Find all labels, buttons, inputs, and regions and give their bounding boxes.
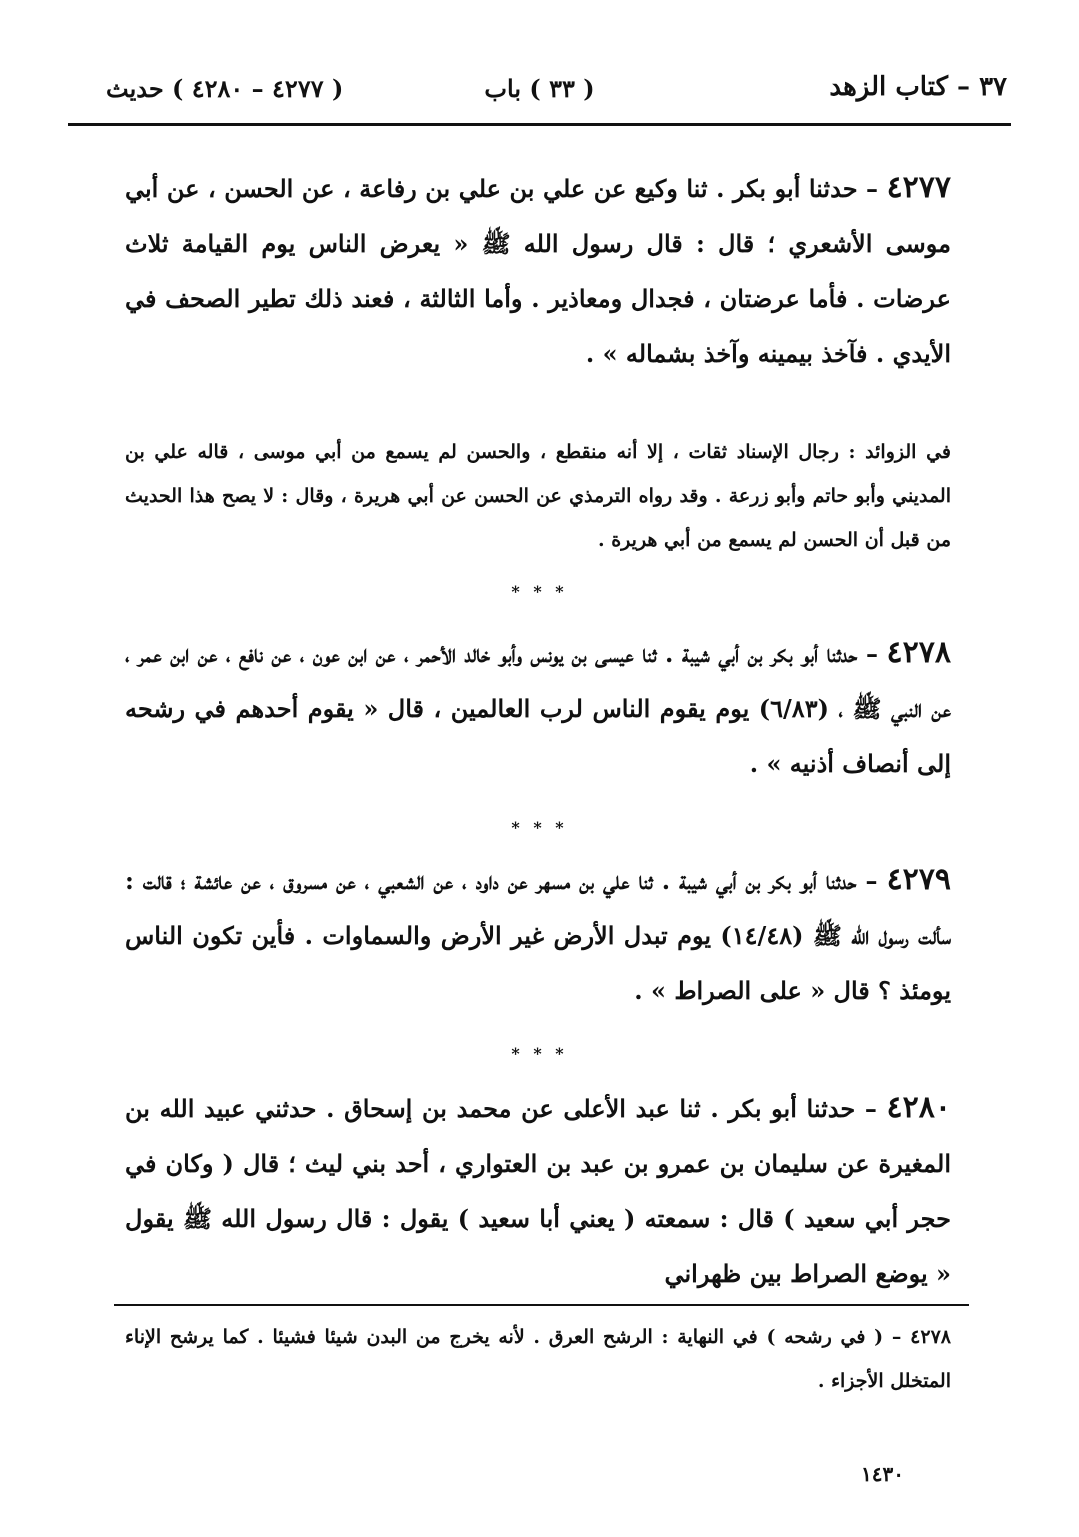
page-number: ١٤٣٠	[861, 1462, 904, 1486]
section-separator: * * *	[511, 1044, 568, 1063]
hadith-number: ٤٢٧٨	[886, 635, 951, 670]
zawaid-note: في الزوائد : رجال الإسناد ثقات ، إلا أنه منقطع ، والحسن لم يسمع من أبي موسى ، قاله علي بن المديني وأبو حاتم وأبو زرعة . وقد رواه الترمذي عن الحسن عن أبي هريرة ، وقال : لا يصح هذا الحديث من قبل أن الحسن لم يسمع من أبي هريرة .	[125, 441, 951, 551]
page-header	[70, 72, 1009, 120]
hadith-text: – حدثنا أبو بكر . ثنا وكيع عن علي بن علي بن رفاعة ، عن الحسن ، عن أبي موسى الأشعري ؛ قال : قال رسول الله ﷺ « يعرض الناس يوم القيامة ثلاث عرضات . فأما عرضتان ، فجدال ومعاذير . وأما الثالثة ، فعند ذلك تطير الصحف في الأيدي . فآخذ بيمينه وآخذ بشماله » .	[125, 174, 951, 368]
section-separator: * * *	[511, 818, 568, 837]
hadith-text: – حدثنا أبو بكر بن أبي شيبة . ثنا عيسى بن يونس وأبو خالد الأحمر ، عن ابن عون ، عن نافع ، عن ابن عمر ، عن النبي ﷺ ، (٦/٨٣) يوم يقوم الناس لرب العالمين ، قال « يقوم أحدهم في رشحه إلى أنصاف أذنيه » .	[125, 639, 951, 778]
header-divider	[68, 123, 1011, 126]
hadith-text: – حدثنا أبو بكر . ثنا عبد الأعلى عن محمد بن إسحاق . حدثني عبيد الله بن المغيرة عن سليمان بن عمرو بن عبد بن العتواري ، أحد بني ليث ؛ قال ( وكان في حجر أبي سعيد ) قال : سمعته ( يعني أبا سعيد ) يقول : قال رسول الله ﷺ يقول « يوضع الصراط بين ظهراني	[125, 1094, 951, 1288]
hadith-4279	[125, 852, 951, 1018]
hadith-number: ٤٢٧٩	[886, 862, 952, 897]
footnote-divider	[114, 1304, 969, 1306]
footnote: ٤٢٧٨ – ( في رشحه ) في النهاية : الرشح العرق . لأنه يخرج من البدن شيئا فشيئا . كما يرشح الإناء المتخلل الأجزاء .	[125, 1326, 951, 1392]
hadith-4280	[125, 1080, 951, 1301]
section-separator: * * *	[511, 582, 568, 601]
hadith-number: ٤٢٨٠	[886, 1090, 951, 1125]
hadith-4278	[125, 625, 951, 791]
hadith-4277	[125, 160, 951, 381]
hadith-number: ٤٢٧٧	[886, 170, 952, 205]
header-chapter: ( ٣٣ ) باب	[484, 74, 595, 103]
header-book-title: ٣٧ – كتاب الزهد	[829, 72, 1007, 102]
header-hadith-range: ( ٤٢٧٧ – ٤٢٨٠ ) حديث	[106, 74, 344, 103]
hadith-text: – حدثنا أبو بكر بن أبي شيبة . ثنا علي بن مسهر عن داود ، عن الشعبي ، عن مسروق ، عن عائشة ؛ قالت : سألت رسول الله ﷺ (١٤/٤٨) يوم تبدل الأرض غير الأرض والسماوات . فأين تكون الناس يومئذ ؟ قال « على الصراط » .	[125, 866, 951, 1005]
